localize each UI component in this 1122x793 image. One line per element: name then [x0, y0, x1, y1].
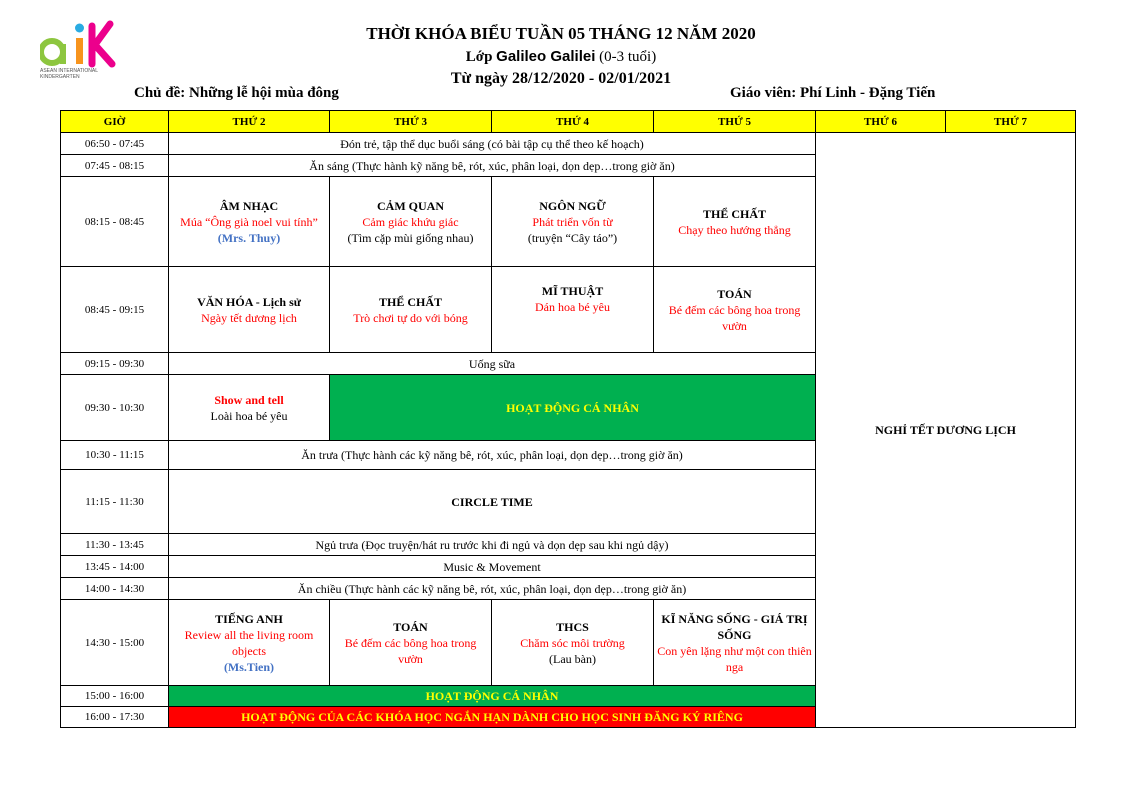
lesson-detail: Bé đếm các bông hoa trong vườn — [344, 635, 477, 666]
activity-cell: Ăn trưa (Thực hành các kỹ năng bê, rót, xúc, phân loại, dọn dẹp…trong giờ ăn) — [169, 441, 816, 470]
time-cell: 07:45 - 08:15 — [61, 155, 169, 177]
lesson-cell — [330, 600, 492, 686]
lesson-subject: TOÁN — [717, 286, 752, 301]
lesson-detail: Phát triển vốn từ — [532, 214, 613, 229]
activity-cell: Uống sữa — [169, 353, 816, 375]
timetable — [60, 110, 1076, 728]
class-line — [0, 48, 1122, 66]
time-cell: 08:15 - 08:45 — [61, 177, 169, 267]
lesson-subject: Show and tell — [214, 392, 284, 407]
lesson-subject: KĨ NĂNG SỐNG - GIÁ TRỊ SỐNG — [661, 611, 808, 642]
individual-activity-cell: HOẠT ĐỘNG CÁ NHÂN — [169, 686, 816, 707]
individual-activity-cell: HOẠT ĐỘNG CÁ NHÂN — [330, 375, 816, 441]
col-header-tue: THỨ 3 — [330, 111, 492, 133]
lesson-cell — [330, 177, 492, 267]
lesson-detail: Ngày tết dương lịch — [201, 310, 297, 325]
lesson-detail: Con yên lặng như một con thiên nga — [657, 643, 812, 674]
lesson-cell — [169, 267, 330, 353]
teacher-label: Giáo viên: Phí Linh - Đặng Tiến — [730, 85, 936, 101]
lesson-detail: Chăm sóc môi trường — [520, 635, 625, 650]
lesson-cell — [654, 267, 816, 353]
lesson-subject: TOÁN — [393, 619, 428, 634]
activity-cell: Ngủ trưa (Đọc truyện/hát ru trước khi đi ngủ và dọn dẹp sau khi ngủ dậy) — [169, 534, 816, 556]
lesson-detail: Dán hoa bé yêu — [535, 300, 610, 314]
class-age: (0-3 tuổi) — [599, 49, 657, 65]
lesson-note: (Lau bàn) — [549, 651, 596, 666]
time-cell: 08:45 - 09:15 — [61, 267, 169, 353]
lesson-subject: TIẾNG ANH — [215, 611, 283, 626]
schedule-title: THỜI KHÓA BIỂU TUẦN 05 THÁNG 12 NĂM 2020 — [366, 24, 756, 43]
time-cell: 16:00 - 17:30 — [61, 707, 169, 728]
lesson-subject: CẢM QUAN — [377, 198, 444, 213]
time-cell: 14:30 - 15:00 — [61, 600, 169, 686]
time-cell: 11:30 - 13:45 — [61, 534, 169, 556]
lesson-detail: Cảm giác khứu giác — [362, 214, 459, 229]
date-range: Từ ngày 28/12/2020 - 02/01/2021 — [450, 70, 672, 87]
logo-caption: ASEAN INTERNATIONAL — [40, 68, 98, 74]
activity-cell: Ăn chiều (Thực hành các kỹ năng bê, rót, xúc, phân loại, dọn dẹp…trong giờ ăn) — [169, 578, 816, 600]
lesson-subject: MĨ THUẬT — [541, 284, 604, 298]
col-header-mon: THỨ 2 — [169, 111, 330, 133]
activity-cell: Music & Movement — [169, 556, 816, 578]
lesson-cell — [492, 600, 654, 686]
holiday-cell: NGHỈ TẾT DƯƠNG LỊCH — [816, 133, 1076, 728]
lesson-subject: VĂN HÓA - Lịch sử — [197, 294, 301, 309]
header-row — [61, 111, 1076, 133]
lesson-subject: NGÔN NGỮ — [539, 198, 606, 213]
short-course-cell: HOẠT ĐỘNG CỦA CÁC KHÓA HỌC NGẮN HẠN DÀNH CHO HỌC SINH ĐĂNG KÝ RIÊNG — [169, 707, 816, 728]
lesson-teacher: (Ms.Tien) — [223, 659, 275, 674]
col-header-time: GIỜ — [61, 111, 169, 133]
activity-cell: Đón trẻ, tập thể dục buổi sáng (có bài tập cụ thể theo kế hoạch) — [169, 133, 816, 155]
circle-time-cell: CIRCLE TIME — [169, 470, 816, 534]
lesson-detail: Múa “Ông già noel vui tính” — [180, 214, 318, 229]
lesson-detail: Trò chơi tự do với bóng — [353, 310, 468, 325]
lesson-teacher: (Mrs. Thuy) — [217, 230, 281, 245]
lesson-cell — [492, 177, 654, 267]
lesson-note: (truyện “Cây táo”) — [527, 230, 618, 245]
lesson-cell — [169, 375, 330, 441]
lesson-cell — [169, 600, 330, 686]
time-cell: 10:30 - 11:15 — [61, 441, 169, 470]
time-cell: 11:15 - 11:30 — [61, 470, 169, 534]
lesson-cell — [654, 600, 816, 686]
col-header-thu: THỨ 5 — [654, 111, 816, 133]
lesson-subject: ÂM NHẠC — [219, 198, 279, 213]
table-row — [61, 133, 1076, 155]
lesson-detail: Bé đếm các bông hoa trong vườn — [668, 302, 801, 333]
time-cell: 09:15 - 09:30 — [61, 353, 169, 375]
lesson-subject: THỂ CHẤT — [378, 294, 442, 309]
lesson-cell — [492, 267, 654, 353]
class-name: Galileo Galilei — [496, 48, 596, 65]
time-cell: 15:00 - 16:00 — [61, 686, 169, 707]
lesson-subject: THỂ CHẤT — [702, 206, 766, 221]
class-prefix: Lớp — [465, 49, 493, 65]
lesson-note: (Tìm cặp mùi giống nhau) — [347, 230, 474, 245]
col-header-sat: THỨ 7 — [946, 111, 1076, 133]
col-header-fri: THỨ 6 — [816, 111, 946, 133]
lesson-cell — [654, 177, 816, 267]
time-cell: 14:00 - 14:30 — [61, 578, 169, 600]
time-cell: 09:30 - 10:30 — [61, 375, 169, 441]
activity-cell: Ăn sáng (Thực hành kỹ năng bê, rót, xúc, phân loại, dọn dẹp…trong giờ ăn) — [169, 155, 816, 177]
theme-label: Chủ đề: Những lễ hội mùa đông — [134, 85, 339, 101]
time-cell: 06:50 - 07:45 — [61, 133, 169, 155]
lesson-detail: Loài hoa bé yêu — [210, 408, 288, 423]
lesson-detail: Chạy theo hướng thẳng — [678, 222, 791, 237]
lesson-cell — [330, 267, 492, 353]
time-cell: 13:45 - 14:00 — [61, 556, 169, 578]
lesson-cell — [169, 177, 330, 267]
logo-caption: KINDERGARTEN — [40, 74, 80, 80]
col-header-wed: THỨ 4 — [492, 111, 654, 133]
lesson-subject: THCS — [556, 619, 589, 634]
lesson-detail: Review all the living room objects — [184, 627, 314, 658]
